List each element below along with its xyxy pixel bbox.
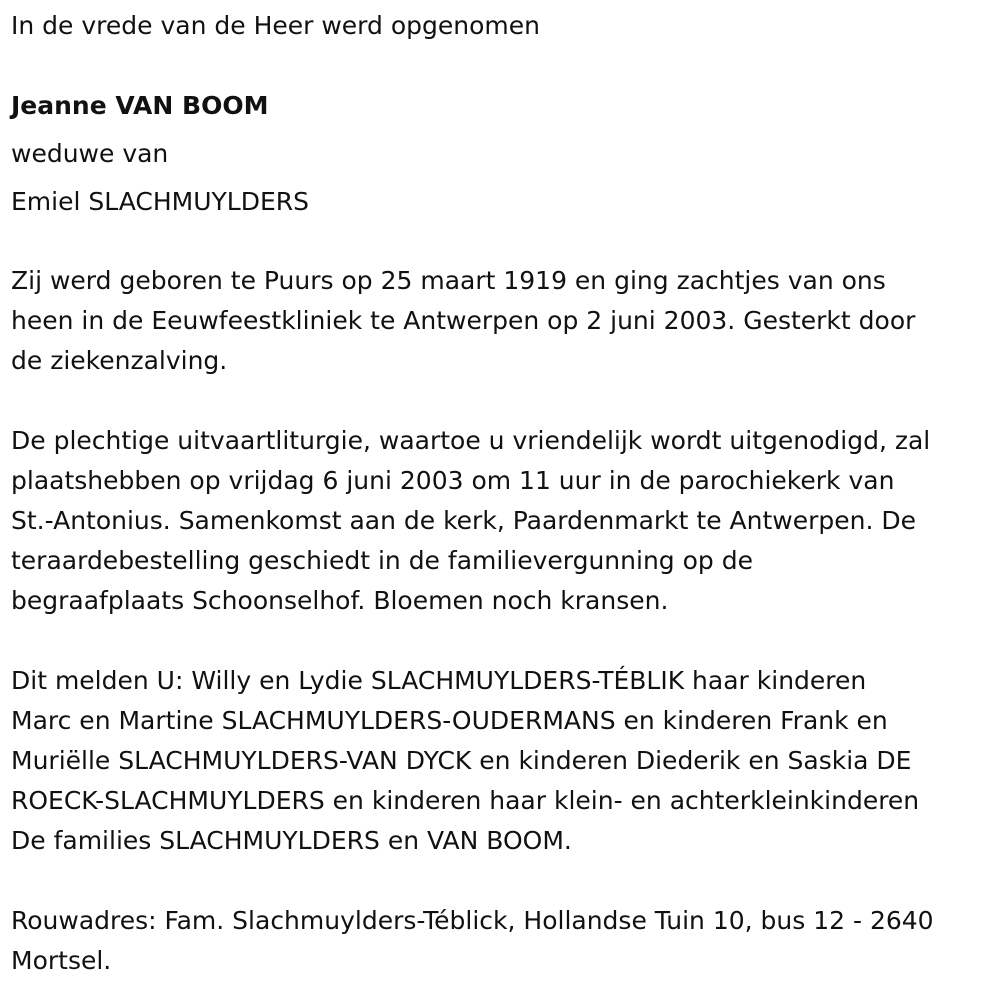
paragraph-line: plaatshebben op vrijdag 6 juni 2003 om 11 uur in de parochiekerk van <box>11 466 895 495</box>
paragraph-line: Mortsel. <box>11 946 112 975</box>
paragraph-line: begraafplaats Schoonselhof. Bloemen noch kransen. <box>11 586 669 615</box>
paragraph-line: de ziekenzalving. <box>11 346 228 375</box>
paragraph-line: De families SLACHMUYLDERS en VAN BOOM. <box>11 826 572 855</box>
paragraph-line: Marc en Martine SLACHMUYLDERS-OUDERMANS en kinderen Frank en <box>11 706 888 735</box>
paragraph-line: Dit melden U: Willy en Lydie SLACHMUYLDERS-TÉBLIK haar kinderen <box>11 666 867 695</box>
paragraph-line: De plechtige uitvaartliturgie, waartoe u vriendelijk wordt uitgenodigd, zal <box>11 426 931 455</box>
paragraph-line: Zij werd geboren te Puurs op 25 maart 1919 en ging zachtjes van ons <box>11 266 886 295</box>
paragraph-line: Muriëlle SLACHMUYLDERS-VAN DYCK en kinderen Diederik en Saskia DE <box>11 746 912 775</box>
deceased-name: Jeanne VAN BOOM <box>11 91 269 120</box>
paragraph-line: ROECK-SLACHMUYLDERS en kinderen haar klein- en achterkleinkinderen <box>11 786 920 815</box>
paragraph-line: heen in de Eeuwfeestkliniek te Antwerpen op 2 juni 2003. Gesterkt door <box>11 306 916 335</box>
relation-line: weduwe van <box>11 139 169 168</box>
birth-death-paragraph <box>11 261 986 381</box>
address-paragraph <box>11 901 986 981</box>
intro-line: In de vrede van de Heer werd opgenomen <box>11 11 540 40</box>
family-paragraph <box>11 661 986 861</box>
paragraph-line: St.-Antonius. Samenkomst aan de kerk, Paardenmarkt te Antwerpen. De <box>11 506 917 535</box>
spouse-name: Emiel SLACHMUYLDERS <box>11 187 310 216</box>
paragraph-line: Rouwadres: Fam. Slachmuylders-Téblick, Hollandse Tuin 10, bus 12 - 2640 <box>11 906 934 935</box>
paragraph-line: teraardebestelling geschiedt in de familievergunning op de <box>11 546 753 575</box>
funeral-paragraph <box>11 421 986 621</box>
